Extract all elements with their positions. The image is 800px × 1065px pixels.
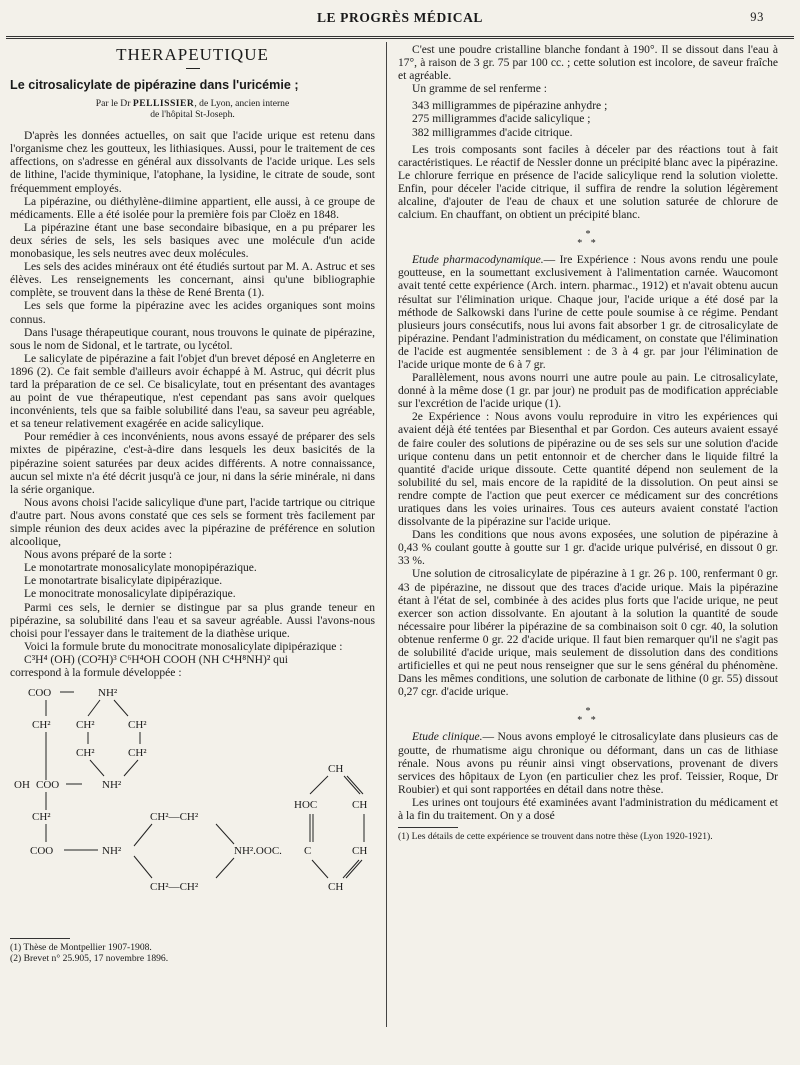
article-title: Le citrosalicylate de pipérazine dans l'uricémie ; (10, 78, 299, 93)
paragraph: 2e Expérience : Nous avons voulu reproduire in vitro les expériences qui avaient déjà été tentées par Biesenthal et par Gordon. Ces auteurs avaient essayé de faire couler des solutions de pipérazine ou de ses sels sur une solution d'acide urique contenu dans un petit entonnoir et de chercher dans le liquide filtré la quantité d'acide urique dissoute. Cette quantité dépend non seulement de la solubilité du sel, mais encore de la rapidité de la dissolution. On peut ainsi se rendre compte de l'action que peut exercer ce médicament sur des concrétions uratiques dans les voies urinaires. Tous ces auteurs avaient constaté l'action dissolvante de la pipérazine sur l'acide urique. (398, 411, 778, 529)
paragraph-clinical (398, 731, 778, 796)
paragraph: Dans l'usage thérapeutique courant, nous trouvons le quinate de pipérazine, sous le nom de Sidonal, et le tartrate, ou lycétol. (10, 326, 375, 352)
paragraph: Une solution de citrosalicylate de pipérazine à 1 gr. 26 p. 100, renfermant 0 gr. 43 de pipérazine, ne dissout que des traces d'acide urique. Mais la pipérazine étant à l'état de sel, combinée à des acides plus forts que l'acide urique, ne peut exercer son action dissolvante. En ajoutant à la solution la quantité de soude nécessaire pour libérer la pipérazine de sa combinaison soit 0 cgr. 40, la solution obtenue renferme 0 gr. 22 d'acide urique. Il faut bien remarquer qu'il ne s'agit pas de solubilité d'acide urique, mais seulement de dissolution dans des conditions artificielles et qui ne peut nous renseigner que sur le sens général du phénomène. Dans les mêmes conditions, une solution de carbonate de lithine (0 gr. 55) dissout 0,27 cgr. d'acide urique. (398, 568, 778, 699)
page-number: 93 (750, 10, 764, 24)
running-title: LE PROGRÈS MÉDICAL (316, 10, 484, 25)
label-ch-r1: CH (352, 799, 368, 812)
structural-formula (10, 684, 375, 934)
paragraph-pharmacodynamics (398, 254, 778, 372)
salt-item: Le monotartrate monosalicylate monopipérazique. (24, 562, 257, 575)
pharma-label: Etude pharmacodynamique. (412, 254, 544, 267)
paragraph: La pipérazine étant une base secondaire bibasique, en a pu préparer les deux séries de sels, les sels basiques avec une molécule d'un acide monobasique, les sels neutres avec deux molécules. (10, 221, 375, 261)
label-ch2-low: CH² (32, 811, 51, 824)
label-ch-bot: CH (328, 881, 344, 894)
footnote: (1) Thèse de Montpellier 1907-1908. (10, 942, 152, 954)
byline-prefix: Par le Dr (95, 98, 133, 110)
star-top-2: * (585, 706, 591, 718)
label-coo-mid: COO (36, 779, 60, 792)
paragraph: Nous avons préparé de la sorte : (24, 549, 173, 562)
label-ch2-e: CH² (128, 747, 147, 760)
label-oh: OH (14, 779, 30, 792)
star-bottom-2: * * (577, 715, 599, 727)
star-top: * (585, 229, 591, 241)
composition-item: 382 milligrammes d'acide citrique. (412, 126, 573, 139)
paragraph: Les urines ont toujours été examinées avant l'administration du médicament et à la fin du traitement. On y a dosé (398, 796, 778, 822)
raw-formula: C³H⁴ (OH) (CO²H)³ C⁶H⁴OH COOH (NH C⁴H⁸NH)² qui (24, 653, 288, 666)
pharma-text: — Ire Expérience : Nous avons rendu une poule goutteuse, en la soumettant exclusivement à l'alimentation carnée. Waucomont avait tenté cette expérience (Arch. intern. pharmac., 1912) et n'avait obtenu aucun résultat sur l'élimination urique. Chaque jour, l'acide urique a été dosé par la méthode de Salkowski dans l'urine de cette poule soumise à ce régime. Pendant plusieurs jours consécutifs, nous lui avons fait absorber 1 gr. de citrosalicylate de pipérazine. Pendant l'administration du médicament, on constate que l'élimination de l'acide est augmentée sensiblement : de 3 à 4 gr. par jour l'élimination de l'acide urique monte de 6 à 7 gr. (398, 254, 778, 371)
structural-formula-diagram (10, 684, 375, 934)
paragraph: Parmi ces sels, le dernier se distingue par sa plus grande teneur en pipérazine, sa solubilité dans l'eau et sa saveur agréable. Aussi l'avons-nous choisi pour l'essayer dans le traitement de la diathèse urique. (10, 601, 375, 640)
paragraph: Les sels des acides minéraux ont été étudiés surtout par M. A. Astruc et ses élèves. Les renseignements les concernant, ainsi qu'une bibliographie complète, se trouvent dans la thèse de René Brenta (1). (10, 261, 375, 300)
column-divider (386, 42, 387, 1027)
page-header (0, 10, 800, 34)
label-ch2-a: CH² (32, 719, 51, 732)
section-stars (398, 230, 778, 248)
label-ring-bottom: CH²—CH² (150, 881, 199, 894)
footnote: (2) Brevet n° 25.905, 17 novembre 1896. (10, 953, 169, 965)
label-c-ring: C (304, 845, 312, 858)
label-hoc: HOC (294, 799, 318, 812)
salt-item: Le monocitrate monosalicylate dipipérazique. (24, 588, 236, 601)
header-rule-double (6, 38, 794, 39)
paragraph: Voici la formule brute du monocitrate monosalicylate dipipérazique : (24, 640, 343, 653)
label-coo-low: COO (30, 845, 54, 858)
section-stars-2 (398, 707, 778, 725)
paragraph: Parallèlement, nous avons nourri une autre poule au pain. Le citrosalicylate, donné à la même dose (1 gr. par jour) ne produit pas de modification appréciable sur l'excrétion de l'acide urique (1). (398, 372, 778, 411)
byline-rest: , de Lyon, ancien interne (194, 98, 290, 110)
paragraph: Un gramme de sel renferme : (412, 83, 547, 96)
header-rule (6, 36, 794, 37)
section-title: THERAPEUTIQUE (116, 45, 269, 64)
paragraph: Les sels que forme la pipérazine avec les acides organiques sont moins connus. (10, 300, 375, 326)
salt-item: Le monotartrate bisalicylate dipipérazique. (24, 575, 223, 588)
byline (10, 98, 375, 120)
label-ch2-c: CH² (128, 719, 147, 732)
label-ch-top: CH (328, 763, 344, 776)
footnote-right: (1) Les détails de cette expérience se trouvent dans notre thèse (Lyon 1920-1921). (398, 831, 713, 843)
paragraph: Le salicylate de pipérazine a fait l'objet d'un brevet déposé en Angleterre en 1896 (2). Ce fait semble d'ailleurs avoir échappé à M. Astruc, qui décrit plus tard la préparation de ce sel. Ce bisalicylate, tout en présentant des avantages au point de vue thérapeutique, n'est cependant pas sans avoir quelques inconvénients, tels que sa faible solubilité dans l'eau, sa saveur peu agréable, et sa teneur relativement exagérée en acide salicylique. (10, 352, 375, 431)
star-bottom: * * (577, 238, 599, 250)
footnote-rule (10, 938, 70, 939)
label-ring-top: CH²—CH² (150, 811, 199, 824)
title-dash (10, 61, 375, 71)
footnote-rule-right (398, 827, 458, 828)
byline-author: PELLISSIER (132, 98, 195, 110)
clinic-text: — Nous avons employé le citrosalicylate dans plusieurs cas de goutte, de rhumatisme aigu chronique ou déformant, dans un cas de lithiase rénale. Nous avons pu réunir ainsi vingt observations, provenant de divers services des hôpitaux de Lyon (en particulier chez les prof. Teissier, Roque, Dr Roubier) et qui sont rapportées en détail dans notre thèse. (398, 731, 779, 796)
paragraph: Dans les conditions que nous avons exposées, une solution de pipérazine à 0,43 % coulant goutte à goutte sur 1 gr. d'acide urique pulvérisé, en dissout 0 gr. 33 %. (398, 529, 778, 568)
byline-affiliation: de l'hôpital St-Joseph. (150, 109, 235, 121)
paragraph: Nous avons choisi l'acide salicylique d'une part, l'acide tartrique ou citrique d'autre part. Nous avons constaté que ces sels se forment très facilement par simple réunion des deux acides avec la pipérazine de préférence en solution alcoolique, (10, 496, 375, 549)
label-ch-r2: CH (352, 845, 368, 858)
left-column (10, 44, 375, 964)
paragraph: C'est une poudre cristalline blanche fondant à 190°. Il se dissout dans l'eau à 17°, à raison de 3 gr. 75 par 100 cc. ; cette solution est incolore, de saveur fraîche et agréable. (398, 44, 778, 83)
clinic-label: Etude clinique. (412, 731, 483, 744)
paragraph: Les trois composants sont faciles à déceler par des réactions tout à fait caractéristiques. Le réactif de Nessler donne un précipité blanc avec la pipérazine. Le chlorure ferrique en présence de l'acide salicylique rend la solution violette. Enfin, pour déceler l'acide citrique, il suffira de rendre la solution légèrement alcaline, d'ajouter de l'eau de chaux et une solution saturée de chlorure de calcium. En chauffant, on obtient un précipité blanc. (398, 143, 778, 222)
formula-caption: correspond à la formule développée : (10, 667, 182, 680)
label-ch2-b: CH² (76, 719, 95, 732)
paragraph: D'après les données actuelles, on sait que l'acide urique est retenu dans l'organisme chez les goutteux, les lithiasiques. Aussi, pour le traitement de ces affections, on s'adresse en général aux dissolvants de l'acide urique. Les sels de lithine, l'acide thyminique, l'atophane, la lysidine, le citrate de soude, sont fréquemment employés. (10, 130, 375, 195)
label-nh2-ooc: NH².OOC. (234, 845, 282, 858)
composition-item: 343 milligrammes de pipérazine anhydre ; (412, 100, 608, 113)
paragraph: Pour remédier à ces inconvénients, nous avons essayé de préparer des sels mixtes de pipérazine, c'est-à-dire dans lesquels les deux basicités de la pipérazine soient saturées par deux acides différents. A notre connaissance, aucun sel mixte n'a été décrit jusqu'à ce jour, ni dans la série minérale, ni dans la série organique. (10, 431, 375, 496)
label-ch2-d: CH² (76, 747, 95, 760)
right-column (398, 44, 778, 842)
paragraph: La pipérazine, ou diéthylène-diimine appartient, elle aussi, à ce groupe de médicaments. Elle a été isolée pour la première fois par Cloëz en 1848. (10, 195, 375, 221)
label-nh2-mid: NH² (102, 779, 122, 792)
composition-item: 275 milligrammes d'acide salicylique ; (412, 113, 591, 126)
label-nh2-low: NH² (102, 845, 122, 858)
label-nh2-top: NH² (98, 687, 118, 700)
label-coo-top: COO (28, 687, 52, 700)
